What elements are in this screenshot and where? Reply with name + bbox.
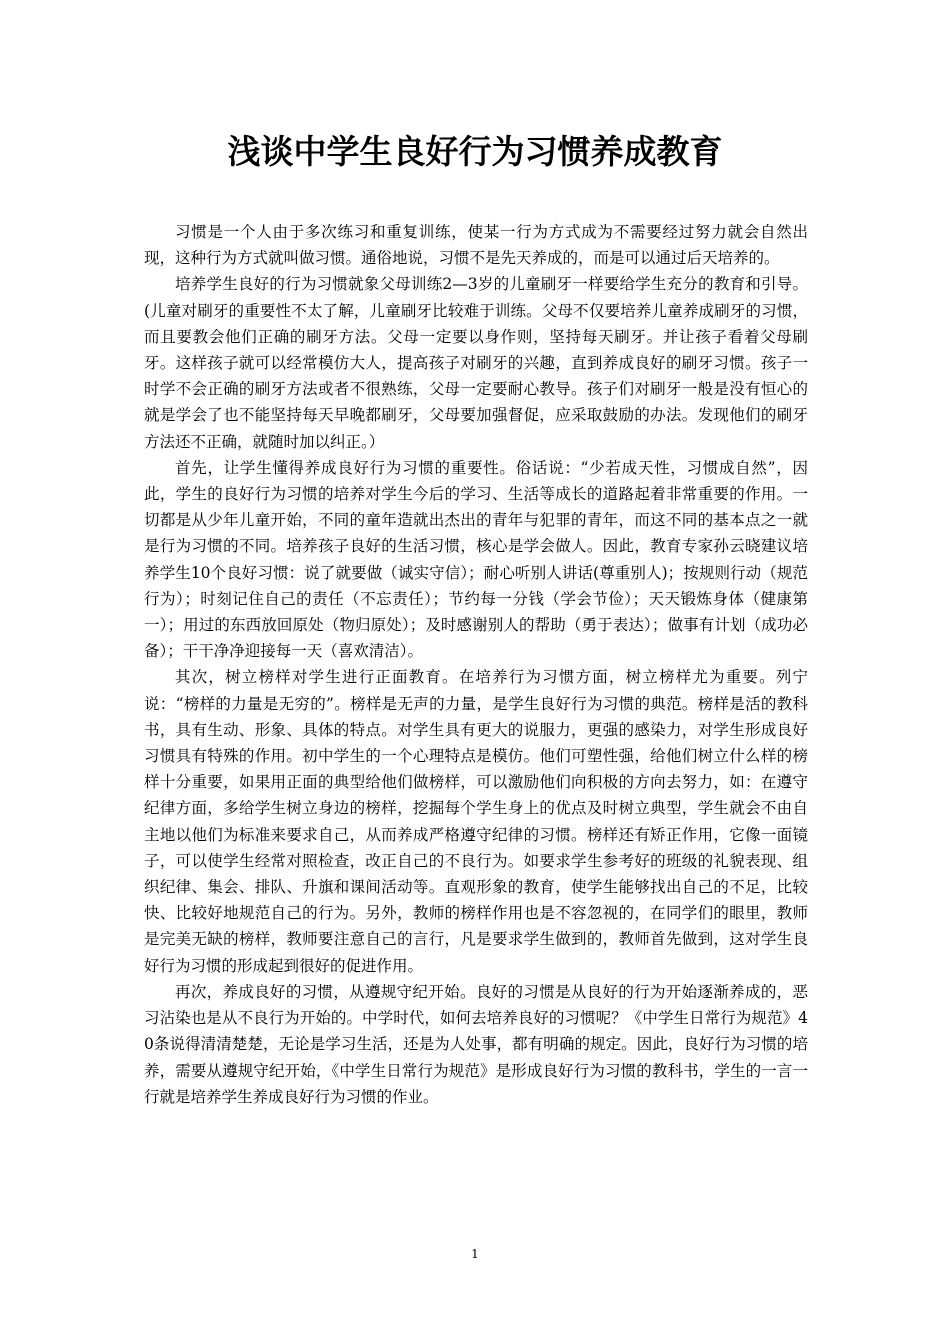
document-body: [144, 219, 808, 1110]
paragraph-second-role-models: 其次，树立榜样对学生进行正面教育。在培养行为习惯方面，树立榜样尤为重要。列宁说：“榜样的力量是无穷的”。榜样是无声的力量，是学生良好行为习惯的典范。榜样是活的教科书，具有生动、形象、具体的特点。对学生具有更大的说服力，更强的感染力，对学生形成良好习惯具有特殊的作用。初中学生的一个心理特点是模仿。他们可塑性强，给他们树立什么样的榜样十分重要，如果用正面的典型给他们做榜样，可以激励他们向积极的方向去努力，如：在遵守纪律方面，多给学生树立身边的榜样，挖掘每个学生身上的优点及时树立典型，学生就会不由自主地以他们为标准来要求自己，从而养成严格遵守纪律的习惯。榜样还有矫正作用，它像一面镜子，可以使学生经常对照检查，改正自己的不良行为。如要求学生参考好的班级的礼貌表现、组织纪律、集会、排队、升旗和课间活动等。直观形象的教育，使学生能够找出自己的不足，比较快、比较好地规范自己的行为。另外，教师的榜样作用也是不容忽视的，在同学们的眼里，教师是完美无缺的榜样，教师要注意自己的言行，凡是要求学生做到的，教师首先做到，这对学生良好行为习惯的形成起到很好的促进作用。: [144, 668, 808, 975]
document-title: 浅谈中学生良好行为习惯养成教育: [227, 132, 723, 171]
paragraph-toothbrushing-analogy: 培养学生良好的行为习惯就象父母训练2—3岁的儿童刷牙一样要给学生充分的教育和引导。(儿童对刷牙的重要性不太了解，儿童刷牙比较难于训练。父母不仅要培养儿童养成刷牙的习惯，而且要教会他们正确的刷牙方法。父母一定要以身作则，坚持每天刷牙。并让孩子看着父母刷牙。这样孩子就可以经常模仿大人，提高孩子对刷牙的兴趣，直到养成良好的刷牙习惯。孩子一时学不会正确的刷牙方法或者不很熟练，父母一定要耐心教导。孩子们对刷牙一般是没有恒心的就是学会了也不能坚持每天早晚都刷牙，父母要加强督促，应采取鼓励的办法。发现他们的刷牙方法还不正确，就随时加以纠正。）: [144, 275, 808, 451]
paragraph-definition-of-habit: 习惯是一个人由于多次练习和重复训练，使某一行为方式成为不需要经过努力就会自然出现，这种行为方式就叫做习惯。通俗地说，习惯不是先天养成的，而是可以通过后天培养的。: [144, 223, 808, 268]
paragraph-third-discipline: 再次，养成良好的习惯，从遵规守纪开始。良好的习惯是从良好的行为开始逐渐养成的，恶习沾染也是从不良行为开始的。中学时代，如何去培养良好的习惯呢？《中学生日常行为规范》40条说得清清楚楚，无论是学习生活，还是为人处事，都有明确的规定。因此，良好行为习惯的培养，需要从遵规守纪开始，《中学生日常行为规范》是形成良好行为习惯的教科书，学生的一言一行就是培养学生养成良好行为习惯的作业。: [144, 982, 808, 1106]
paragraph-first-importance: 首先，让学生懂得养成良好行为习惯的重要性。俗话说：“少若成天性，习惯成自然”，因此，学生的良好行为习惯的培养对学生今后的学习、生活等成长的道路起着非常重要的作用。一切都是从少年儿童开始，不同的童年造就出杰出的青年与犯罪的青年，而这不同的基本点之一就是行为习惯的不同。培养孩子良好的生活习惯，核心是学会做人。因此，教育专家孙云晓建议培养学生10个良好习惯：说了就要做（诚实守信）；耐心听别人讲话(尊重别人)；按规则行动（规范行为）；时刻记住自己的责任（不忘责任）；节约每一分钱（学会节俭）；天天锻炼身体（健康第一）；用过的东西放回原处（物归原处）；及时感谢别人的帮助（勇于表达）；做事有计划（成功必备）；干干净净迎接每一天（喜欢清洁）。: [144, 458, 808, 661]
page-number: 1: [471, 1247, 479, 1261]
